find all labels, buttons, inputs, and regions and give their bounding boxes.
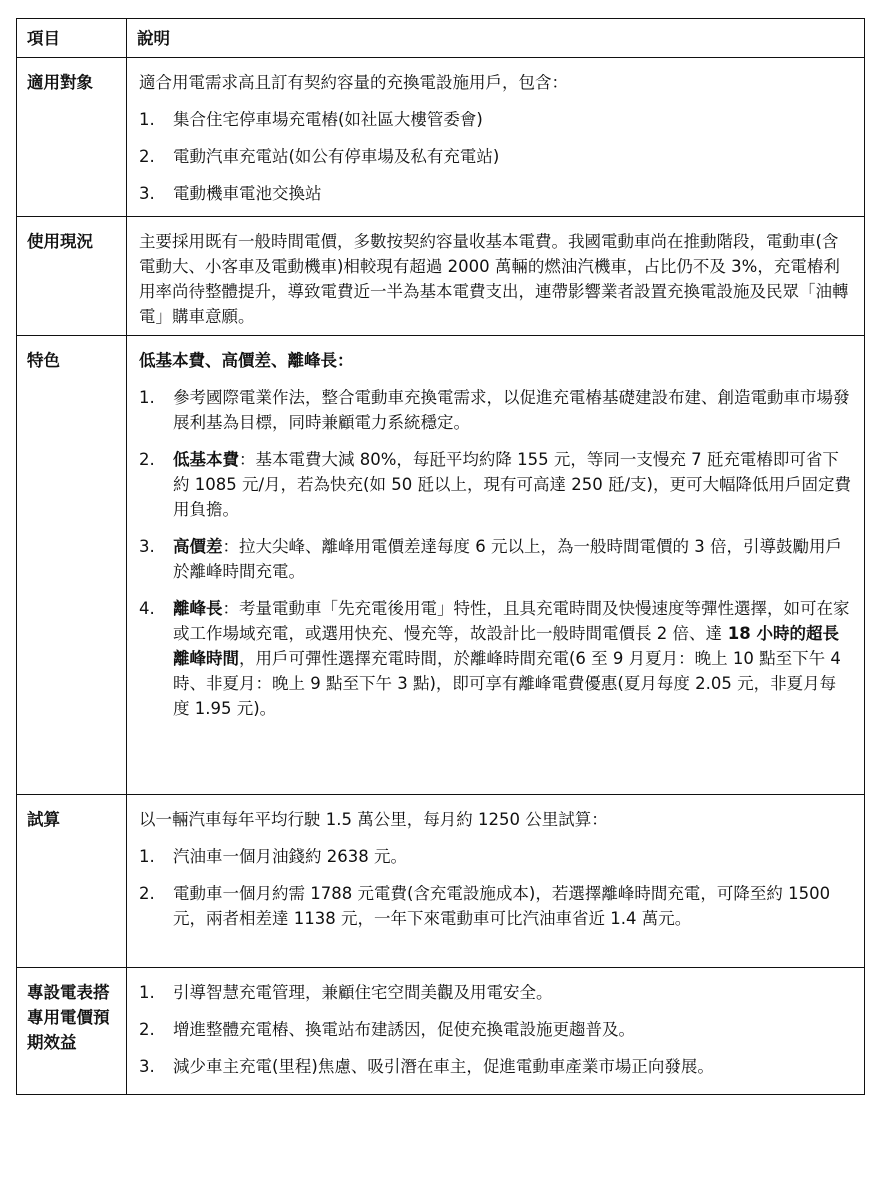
list-item bbox=[139, 1017, 852, 1042]
list-number: 1. bbox=[139, 110, 155, 129]
list-text: 集合住宅停車場充電樁(如社區大樓管委會) bbox=[173, 110, 483, 129]
list-text: 電動機車電池交換站 bbox=[173, 184, 322, 203]
row-label-target: 適用對象 bbox=[17, 58, 127, 217]
feature-text: ：考量電動車「先充電後用電」特性，且具充電時間及快慢速度等彈性選擇，如可在家或工作場域充電，或選用快充、慢充等，故設計比一般時間電價長 2 倍、達 bbox=[173, 599, 850, 643]
feature-text: ：基本電費大減 80%，每瓩平均約降 155 元，等同一支慢充 7 瓩充電樁即可省下約 1085 元/月，若為快充(如 50 瓩以上，現有可高達 250 瓩/支)，更可大幅降低用戶固定費用負擔。 bbox=[173, 450, 851, 519]
row-desc-calculation bbox=[127, 795, 865, 968]
list-text: 減少車主充電(里程)焦慮、吸引潛在車主，促進電動車產業市場正向發展。 bbox=[173, 1057, 714, 1076]
calc-list bbox=[139, 844, 852, 931]
list-number: 3. bbox=[139, 184, 155, 203]
list-number: 3. bbox=[139, 1057, 155, 1076]
list-number: 1. bbox=[139, 983, 155, 1002]
calc-intro: 以一輛汽車每年平均行駛 1.5 萬公里，每月約 1250 公里試算： bbox=[139, 810, 608, 829]
benefit-list bbox=[139, 980, 852, 1079]
header-row bbox=[17, 19, 865, 58]
list-number: 4. bbox=[139, 599, 155, 618]
list-text: 電動汽車充電站(如公有停車場及私有充電站) bbox=[173, 147, 500, 166]
table-row-benefit bbox=[17, 968, 865, 1095]
list-text bbox=[173, 534, 852, 584]
header-description: 說明 bbox=[127, 19, 865, 58]
target-list bbox=[139, 107, 852, 206]
list-item bbox=[139, 596, 852, 721]
table-row-target bbox=[17, 58, 865, 217]
list-item bbox=[139, 1054, 852, 1079]
row-label-benefit: 專設電表搭專用電價預期效益 bbox=[17, 968, 127, 1095]
list-text: 增進整體充電樁、換電站布建誘因，促使充換電設施更趨普及。 bbox=[173, 1020, 635, 1039]
list-text: 汽油車一個月油錢約 2638 元。 bbox=[173, 847, 407, 866]
table-row-calculation bbox=[17, 795, 865, 968]
list-text bbox=[173, 596, 852, 721]
feature-text: ，用戶可彈性選擇充電時間，於離峰時間充電(6 至 9 月夏月：晚上 10 點至下午 4 時、非夏月：晚上 9 點至下午 3 點)，即可享有離峰電費優惠(夏月每度 2.05 元，非夏月每度 1.95 元)。 bbox=[173, 649, 841, 718]
list-number: 2. bbox=[139, 884, 155, 903]
row-desc-target bbox=[127, 58, 865, 217]
list-text: 電動車一個月約需 1788 元電費(含充電設施成本)，若選擇離峰時間充電，可降至約 1500 元，兩者相差達 1138 元，一年下來電動車可比汽油車省近 1.4 萬元。 bbox=[173, 884, 831, 928]
list-number: 2. bbox=[139, 1020, 155, 1039]
list-number: 1. bbox=[139, 388, 155, 407]
list-item bbox=[139, 107, 852, 132]
feature-lead-low-base-fee: 低基本費 bbox=[173, 450, 239, 469]
row-label-calculation: 試算 bbox=[17, 795, 127, 968]
row-desc-features bbox=[127, 336, 865, 795]
header-item: 項目 bbox=[17, 19, 127, 58]
list-text: 參考國際電業作法，整合電動車充換電需求，以促進充電樁基礎建設布建、創造電動車市場發展利基為目標，同時兼顧電力系統穩定。 bbox=[173, 388, 850, 432]
list-number: 2. bbox=[139, 147, 155, 166]
target-intro: 適合用電需求高且訂有契約容量的充換電設施用戶，包含： bbox=[139, 73, 568, 92]
list-item bbox=[139, 385, 852, 435]
list-number: 2. bbox=[139, 450, 155, 469]
features-list bbox=[139, 385, 852, 721]
feature-highlight: 18 小時的超長離峰時間 bbox=[173, 624, 839, 668]
ev-tariff-table bbox=[16, 18, 865, 1095]
list-item bbox=[139, 534, 852, 584]
list-text bbox=[173, 447, 852, 522]
list-item bbox=[139, 144, 852, 169]
feature-text: ：拉大尖峰、離峰用電價差達每度 6 元以上，為一般時間電價的 3 倍，引導鼓勵用戶於離峰時間充電。 bbox=[173, 537, 842, 581]
list-item bbox=[139, 181, 852, 206]
row-label-features: 特色 bbox=[17, 336, 127, 795]
row-desc-status bbox=[127, 217, 865, 336]
list-number: 3. bbox=[139, 537, 155, 556]
row-desc-benefit bbox=[127, 968, 865, 1095]
list-item bbox=[139, 447, 852, 522]
list-item bbox=[139, 980, 852, 1005]
table-row-status bbox=[17, 217, 865, 336]
list-text: 引導智慧充電管理，兼顧住宅空間美觀及用電安全。 bbox=[173, 983, 553, 1002]
feature-lead-long-offpeak: 離峰長 bbox=[173, 599, 223, 618]
table-row-features bbox=[17, 336, 865, 795]
status-text: 主要採用既有一般時間電價，多數按契約容量收基本電費。我國電動車尚在推動階段，電動車(含電動大、小客車及電動機車)相較現有超過 2000 萬輛的燃油汽機車，占比仍不及 3%，充電樁利用率尚待整體提升，導致電費近一半為基本電費支出，連帶影響業者設置充換電設施及民眾「油轉電」購車意願。 bbox=[139, 232, 849, 326]
list-item bbox=[139, 844, 852, 869]
list-number: 1. bbox=[139, 847, 155, 866]
feature-lead-high-spread: 高價差 bbox=[173, 537, 223, 556]
list-item bbox=[139, 881, 852, 931]
row-label-status: 使用現況 bbox=[17, 217, 127, 336]
features-intro: 低基本費、高價差、離峰長： bbox=[139, 351, 354, 370]
